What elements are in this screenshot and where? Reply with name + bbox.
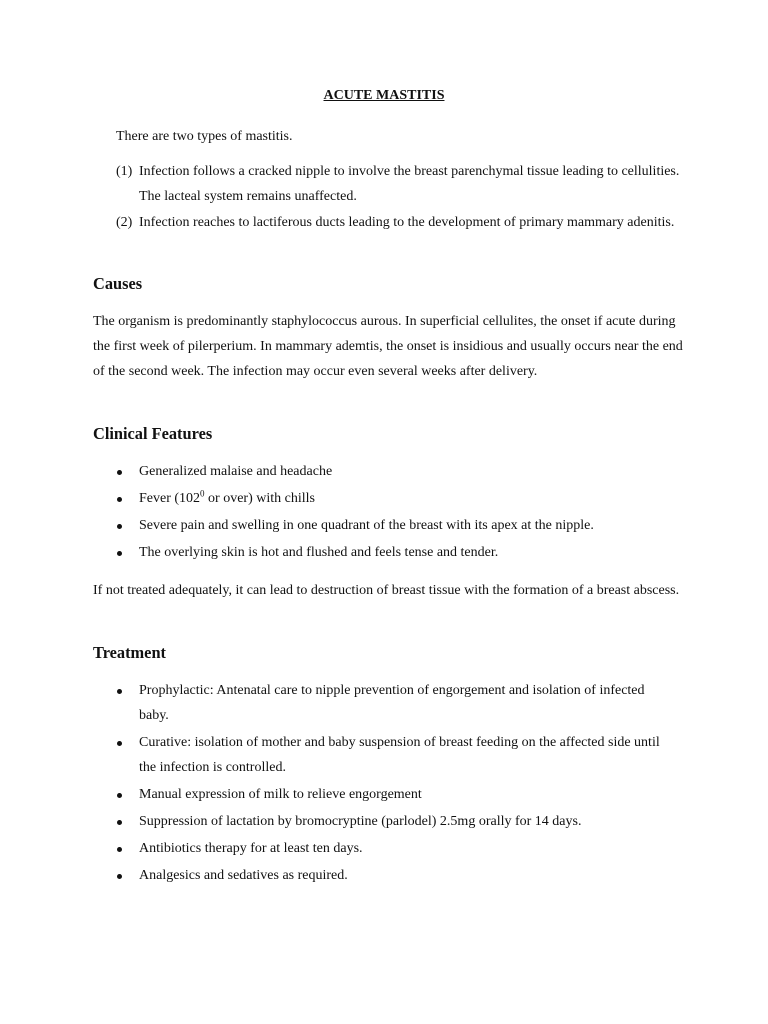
clinical-note-paragraph: If not treated adequately, it can lead to destruction of breast tissue with the formation of a breast abscess. — [93, 583, 680, 598]
superscript-degree: 0 — [200, 488, 205, 499]
list-item-text: Infection follows a cracked nipple to involve the breast parenchymal tissue leading to cellulities. The lacteal system remains unaffected. — [139, 164, 680, 204]
list-item — [116, 782, 676, 807]
list-item-text: Analgesics and sedatives as required. — [139, 868, 348, 883]
bullet-icon — [117, 741, 122, 746]
treatment-list — [116, 678, 676, 890]
causes-heading: Causes — [93, 274, 143, 293]
bullet-icon — [117, 551, 122, 556]
intro-paragraph: There are two types of mastitis. — [116, 129, 293, 144]
list-item — [116, 459, 676, 484]
bullet-icon — [117, 793, 122, 798]
list-item — [116, 540, 676, 565]
causes-paragraph: The organism is predominantly staphylococcus aurous. In superficial cellulites, the onset if acute during the first week of pilerperium. In mammary ademtis, the onset is insidious and usually occurs near the end of the second week. The infection may occur even several weeks after delivery. — [93, 314, 683, 379]
list-item-text: The overlying skin is hot and flushed and feels tense and tender. — [139, 545, 499, 560]
list-item — [116, 863, 676, 888]
list-item — [116, 809, 676, 834]
list-item-text: Antibiotics therapy for at least ten days. — [139, 841, 363, 856]
list-item-text: Severe pain and swelling in one quadrant of the breast with its apex at the nipple. — [139, 518, 594, 533]
treatment-heading: Treatment — [93, 643, 166, 662]
bullet-icon — [117, 524, 122, 529]
list-number: (1) — [116, 164, 133, 179]
list-item — [116, 730, 676, 780]
bullet-icon — [117, 497, 122, 502]
list-item — [116, 513, 676, 538]
list-item-text: Fever ($102^0$ or over) with chills — [139, 488, 315, 506]
list-number: (2) — [116, 215, 133, 230]
list-item-text: Generalized malaise and headache — [139, 464, 333, 479]
clinical-features-list — [116, 459, 676, 567]
list-item-text: Prophylactic: Antenatal care to nipple prevention of engorgement and isolation of infected baby. — [139, 683, 645, 723]
list-item — [116, 836, 676, 861]
list-item — [116, 159, 696, 209]
bullet-icon — [117, 847, 122, 852]
list-item-text: Infection reaches to lactiferous ducts leading to the development of primary mammary adenitis. — [139, 215, 675, 230]
list-item — [116, 210, 696, 235]
mastitis-types-list — [116, 159, 696, 236]
list-item-text: Curative: isolation of mother and baby suspension of breast feeding on the affected side until the infection is controlled. — [139, 735, 660, 775]
bullet-icon — [117, 470, 122, 475]
clinical-features-heading: Clinical Features — [93, 424, 213, 443]
list-item-text: Manual expression of milk to relieve engorgement — [139, 787, 422, 802]
list-item-text: Suppression of lactation by bromocryptine (parlodel) 2.5mg orally for 14 days. — [139, 814, 582, 829]
bullet-icon — [117, 820, 122, 825]
list-item — [116, 678, 676, 728]
bullet-icon — [117, 689, 122, 694]
bullet-icon — [117, 874, 122, 879]
list-item — [116, 486, 676, 511]
document-title: ACUTE MASTITIS — [323, 88, 445, 103]
